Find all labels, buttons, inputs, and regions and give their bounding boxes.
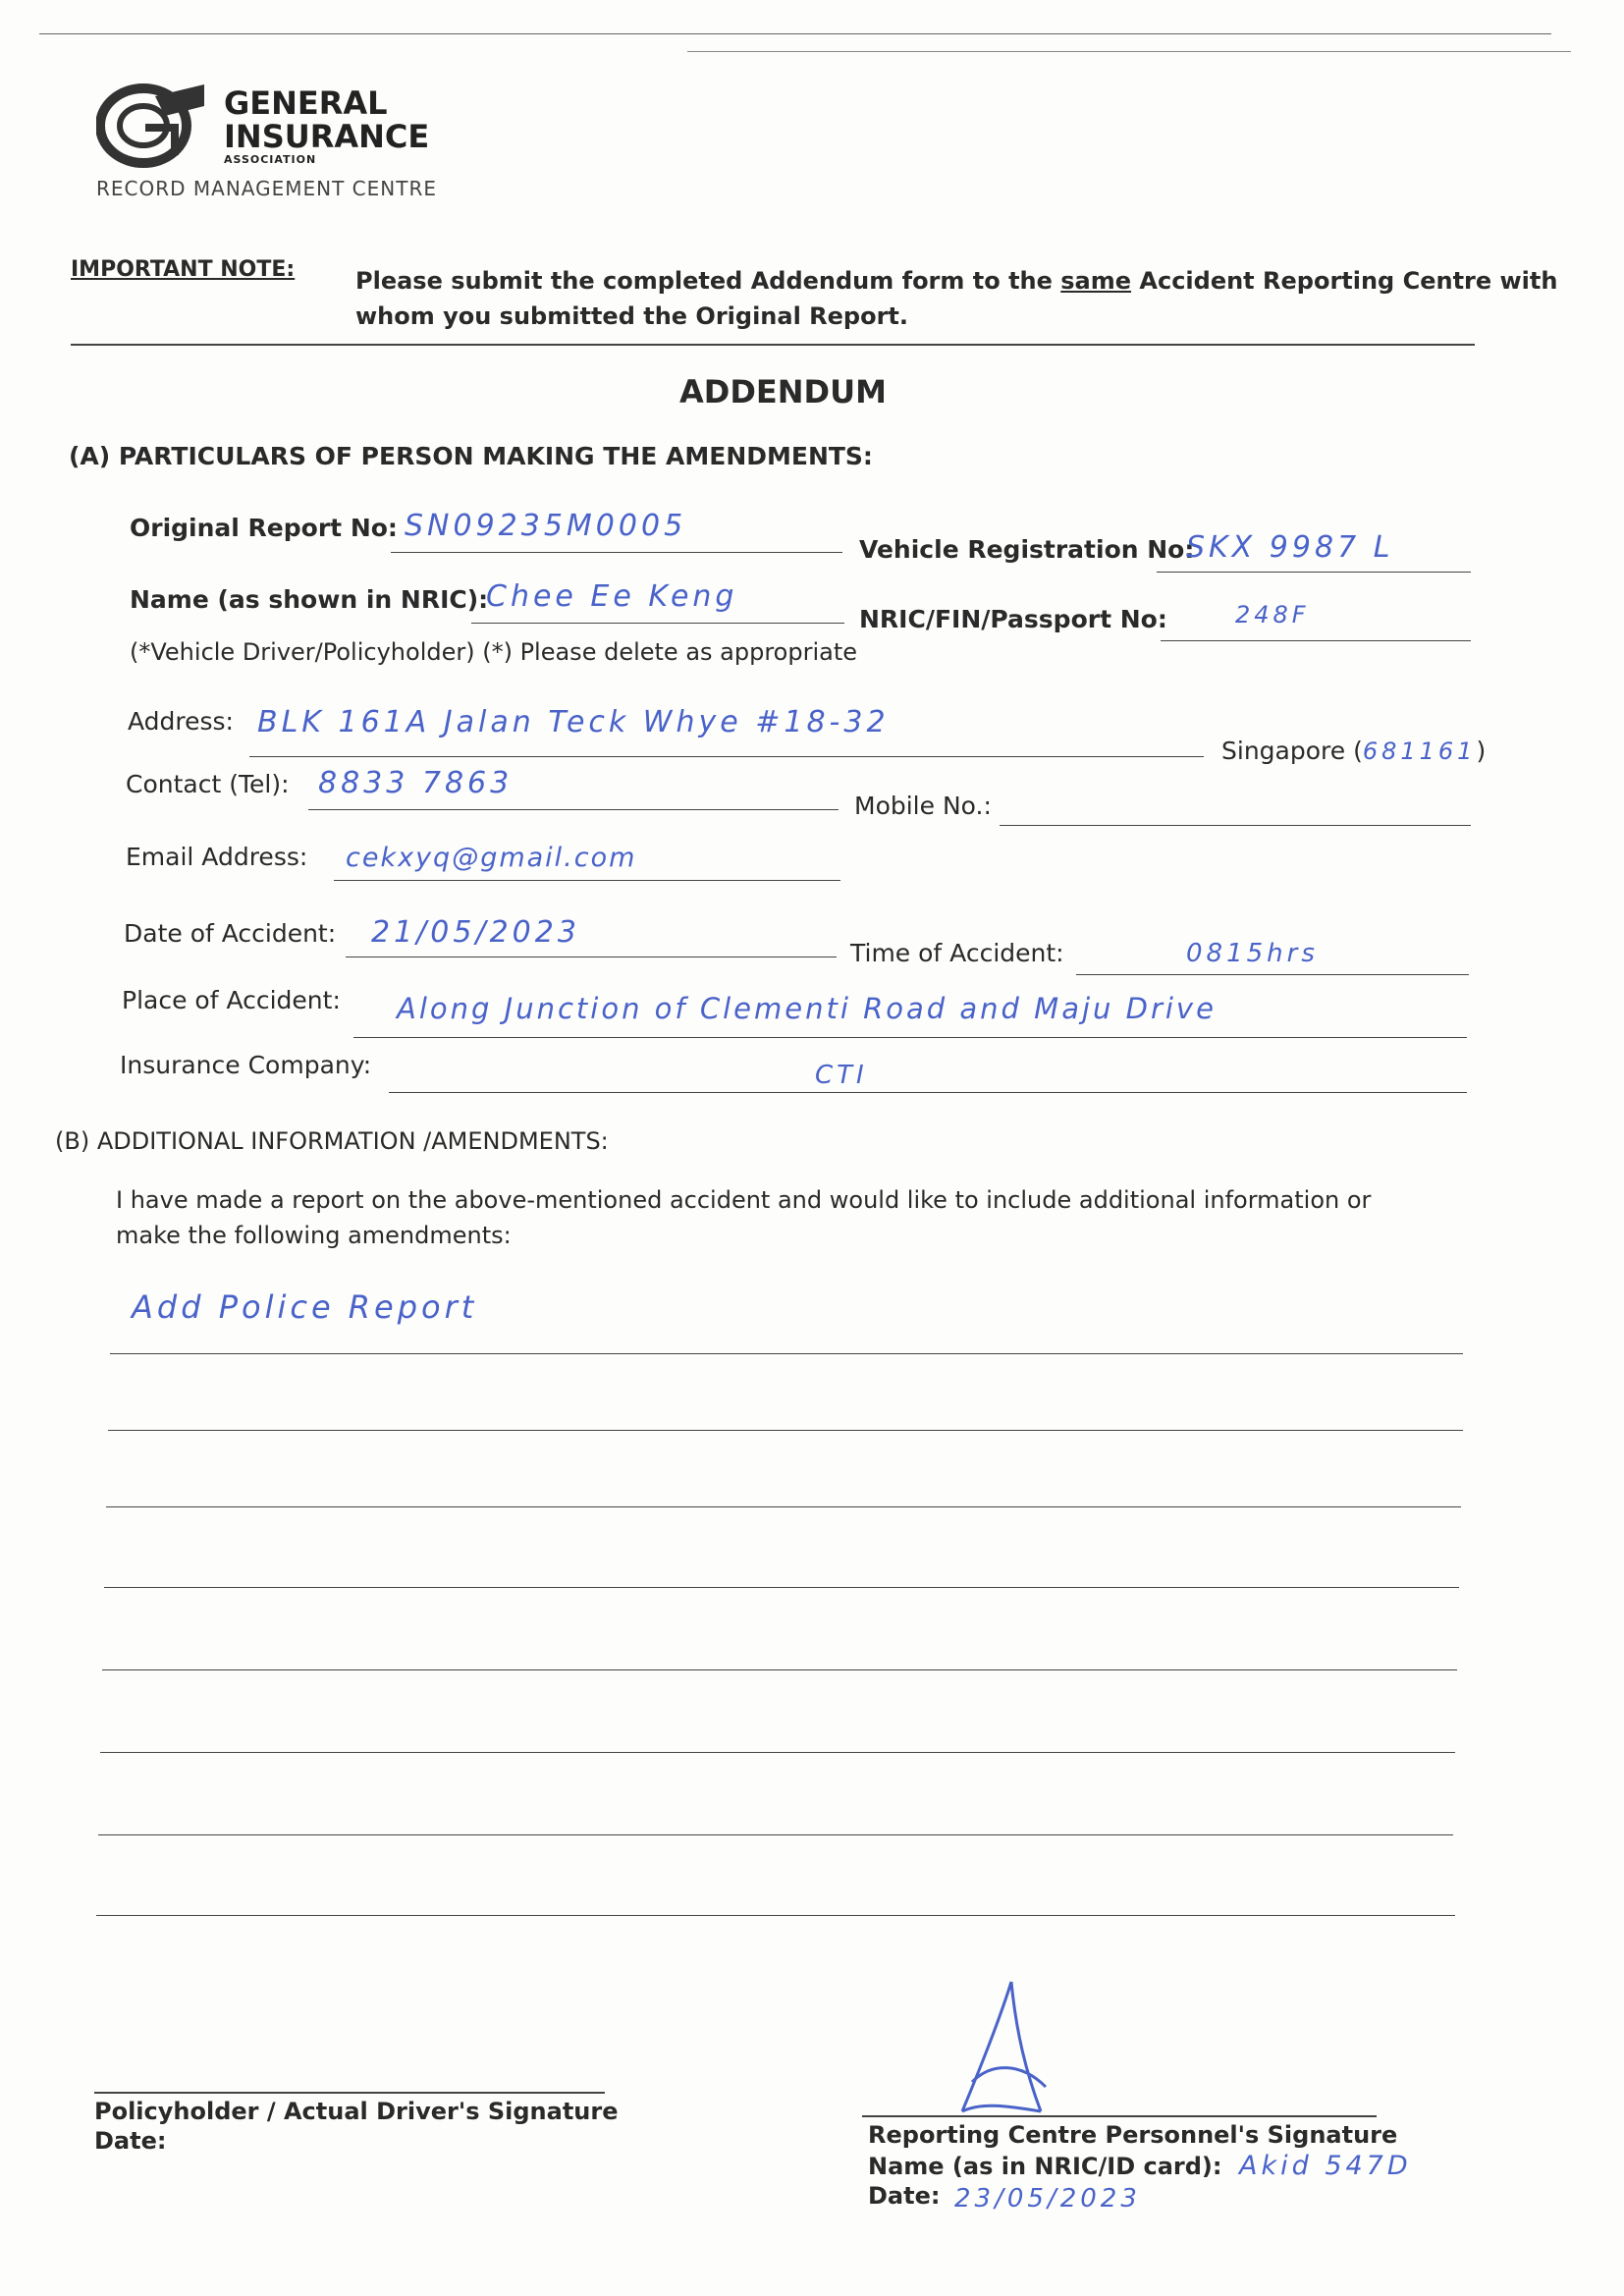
personnel-name-value[interactable]: Akid 547D (1239, 2151, 1412, 2181)
driver-signature-label: Policyholder / Actual Driver's Signature (94, 2098, 619, 2125)
insurance-company-line (389, 1092, 1467, 1093)
name-value[interactable]: Chee Ee Keng (486, 579, 738, 614)
scan-edge-line (39, 33, 1551, 34)
vehicle-reg-line (1157, 572, 1471, 573)
insurance-company-value[interactable]: CTI (815, 1061, 868, 1090)
personnel-name-label: Name (as in NRIC/ID card): (868, 2153, 1222, 2180)
amendment-line (102, 1669, 1457, 1670)
org-line-2: INSURANCE (224, 118, 430, 155)
amendment-line (98, 1834, 1453, 1835)
personnel-signature-line (862, 2115, 1377, 2117)
driver-date-label: Date: (94, 2127, 167, 2155)
org-subtitle: RECORD MANAGEMENT CENTRE (96, 177, 437, 200)
contact-value[interactable]: 8833 7863 (318, 766, 514, 800)
important-note-text-2: whom you submitted the Original Report. (355, 302, 909, 330)
insurance-company-label: Insurance Company: (120, 1051, 372, 1079)
amendment-line (106, 1506, 1461, 1507)
time-of-accident-label: Time of Accident: (850, 939, 1064, 967)
contact-label: Contact (Tel): (126, 770, 290, 798)
address-value[interactable]: BLK 161A Jalan Teck Whye #18-32 (257, 705, 890, 739)
scan-edge-line (687, 51, 1571, 52)
nric-label: NRIC/FIN/Passport No: (859, 605, 1167, 633)
gia-logo-icon (96, 77, 214, 170)
amendment-line (108, 1430, 1463, 1431)
postal-code-value: 681161 (1362, 738, 1477, 765)
important-note-text: Please submit the completed Addendum form to the same Accident Reporting Centre with (355, 267, 1558, 295)
mobile-label: Mobile No.: (854, 792, 992, 820)
section-b-intro-1: I have made a report on the above-mentioned accident and would like to include additional information or (116, 1186, 1372, 1214)
place-of-accident-value[interactable]: Along Junction of Clementi Road and Maju Drive (397, 992, 1217, 1025)
amendment-line (104, 1587, 1459, 1588)
header-divider (71, 344, 1475, 346)
name-line (471, 623, 844, 624)
amendment-line (96, 1915, 1455, 1916)
original-report-label: Original Report No: (130, 514, 398, 542)
time-of-accident-value[interactable]: 0815hrs (1186, 939, 1319, 968)
driver-signature-line (94, 2092, 605, 2094)
name-label: Name (as shown in NRIC): (130, 585, 489, 614)
vehicle-reg-label: Vehicle Registration No: (859, 535, 1195, 564)
personnel-signature-label: Reporting Centre Personnel's Signature (868, 2121, 1398, 2149)
time-of-accident-line (1076, 974, 1469, 975)
contact-line (308, 809, 839, 810)
personnel-date-value[interactable]: 23/05/2023 (954, 2184, 1141, 2214)
place-of-accident-label: Place of Accident: (122, 986, 341, 1014)
email-value[interactable]: cekxyq@gmail.com (346, 843, 637, 873)
personnel-signature-icon (943, 1974, 1070, 2121)
original-report-value[interactable]: SN09235M0005 (405, 509, 687, 543)
date-of-accident-label: Date of Accident: (124, 919, 337, 948)
nric-line (1161, 640, 1471, 641)
org-name (224, 86, 429, 166)
personnel-date-label: Date: (868, 2182, 941, 2210)
nric-value[interactable]: 248F (1235, 601, 1310, 629)
section-b-heading: (B) ADDITIONAL INFORMATION /AMENDMENTS: (55, 1127, 609, 1155)
amendment-line-1-value[interactable]: Add Police Report (132, 1288, 478, 1326)
email-label: Email Address: (126, 843, 308, 871)
date-of-accident-value[interactable]: 21/05/2023 (371, 915, 580, 950)
role-note: (*Vehicle Driver/Policyholder) (*) Please delete as appropriate (130, 638, 858, 666)
address-line (249, 756, 1204, 757)
place-of-accident-line (353, 1037, 1467, 1038)
original-report-line (391, 552, 842, 553)
vehicle-reg-value[interactable]: SKX 9987 L (1186, 530, 1394, 565)
amendment-line (100, 1752, 1455, 1753)
section-b-intro-2: make the following amendments: (116, 1222, 512, 1249)
amendment-line (110, 1353, 1463, 1354)
section-a-heading: (A) PARTICULARS OF PERSON MAKING THE AMENDMENTS: (69, 442, 873, 470)
org-line-1: GENERAL (224, 84, 388, 122)
email-line (334, 880, 840, 881)
singapore-label: Singapore (681161) (1221, 737, 1487, 765)
mobile-line (1000, 825, 1471, 826)
important-note-label: IMPORTANT NOTE: (71, 257, 296, 282)
page-title: ADDENDUM (679, 373, 887, 410)
address-label: Address: (128, 707, 234, 736)
org-line-3: ASSOCIATION (224, 153, 317, 166)
